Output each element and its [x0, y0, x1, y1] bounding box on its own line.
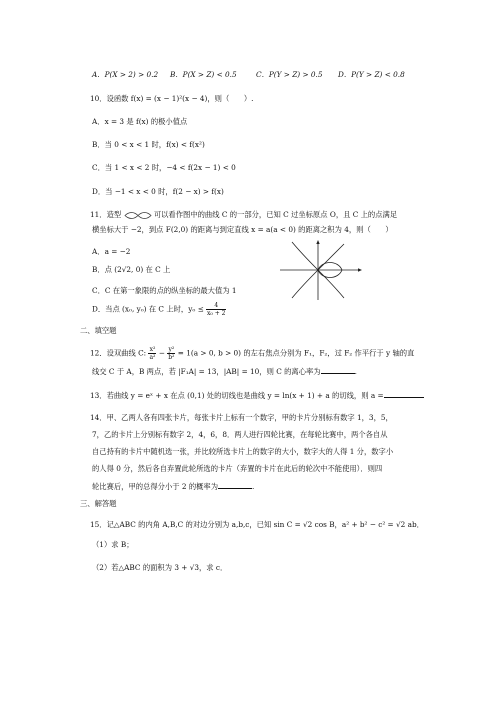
- q13-text: 13．若曲线 y = eˣ + x 在点 (0,1) 处的切线也是曲线 y = ln(x + 1) + a 的切线，则 a =: [90, 391, 384, 400]
- q15-stem: 15．记△ABC 的内角 A,B,C 的对边分别为 a,b,c，已知 sin C = √2 cos B，a² + b² − c² = √2 ab．: [90, 520, 424, 529]
- q10-option-d: D．当 −1 < x < 0 时，f(2 − x) > f(x): [92, 187, 224, 196]
- q12-line2-text: 线交 C 于 A，B 两点，若 |F₁A| = 13，|AB| = 10，则 C 的离心率为: [92, 367, 321, 376]
- q11-option-d: [92, 302, 226, 317]
- q12-fraction-y: [167, 346, 175, 361]
- q14-line3: 自己持有的卡片中随机选一张，并比较所选卡片上的数字的大小，数字大的人得 1 分，数字小: [92, 447, 394, 456]
- q12-line2-end: .: [354, 367, 357, 376]
- q12-minus: −: [156, 348, 168, 358]
- q10-option-c: C．当 1 < x < 2 时，−4 < f(2x − 1) < 0: [92, 163, 236, 172]
- curve-c-figure: [278, 240, 362, 302]
- q12-prefix: 12．设双曲线 C:: [90, 348, 147, 358]
- q10-option-b: B．当 0 < x < 1 时，f(x) < f(x²): [92, 140, 205, 149]
- q13-line: [90, 389, 424, 401]
- q15-part1: （1）求 B；: [92, 540, 134, 549]
- q15-part2: （2）若△ABC 的面积为 3 + √3，求 c．: [92, 563, 228, 572]
- q14-line1: 14．甲、乙两人各有四张卡片，每张卡片上标有一个数字，甲的卡片分别标有数字 1，3，5，: [90, 413, 393, 422]
- q9-option-b: B．P(X > Z) < 0.5: [170, 70, 237, 79]
- q11-stem-line1: [90, 209, 397, 220]
- y-axis-arrow-icon: [316, 240, 319, 244]
- q9-option-a: A．P(X > 2) > 0.2: [92, 70, 159, 79]
- q11-option-c: C．C 在第一象限的点的纵坐标的最大值为 1: [92, 286, 237, 295]
- q12-line2: [92, 365, 357, 377]
- q11-option-a: A．a = −2: [92, 247, 131, 256]
- q9-option-c: C．P(Y > Z) > 0.5: [256, 70, 323, 79]
- section-answer-heading: 三、解答题: [80, 499, 117, 508]
- q11-stem-line2: 横坐标大于 −2，到点 F(2,0) 的距离与到定直线 x = a(a < 0) 的距离之积为 4，则（ ）: [92, 225, 393, 234]
- q11-stem-prefix: 11．造型: [90, 210, 122, 219]
- q11-option-d-fraction: [206, 302, 226, 317]
- q12-line1: [90, 346, 414, 361]
- answer-blank[interactable]: [321, 365, 355, 374]
- fraction-denominator: b²: [168, 354, 175, 361]
- q12-suffix: = 1(a > 0, b > 0) 的左右焦点分别为 F₁，F₂，过 F₂ 作平行于 y 轴的直: [177, 348, 415, 358]
- q14-line5-end: .: [252, 482, 255, 491]
- q9-option-d: D．P(Y > Z) < 0.8: [338, 70, 405, 79]
- fraction-denominator: a²: [149, 354, 156, 361]
- fraction-numerator: 4: [206, 302, 226, 310]
- fraction-denominator: x₀ + 2: [207, 310, 226, 317]
- q11-option-b: B．点 (2√2, 0) 在 C 上: [92, 265, 171, 274]
- section-fill-in-heading: 二、填空题: [80, 326, 117, 335]
- lemniscate-icon: [124, 211, 152, 220]
- fraction-numerator: y²: [168, 346, 175, 353]
- q10-option-a: A．x = 3 是 f(x) 的极小值点: [92, 117, 188, 126]
- fraction-numerator: x²: [149, 346, 156, 353]
- answer-blank[interactable]: [384, 389, 424, 398]
- q14-line2: 7，乙的卡片上分别标有数字 2，4，6，8．两人进行四轮比赛，在每轮比赛中，两个各自从: [92, 430, 388, 439]
- answer-blank[interactable]: [218, 480, 255, 491]
- q10-stem: 10．设函数 f(x) = (x − 1)²(x − 4)，则（ ）.: [90, 94, 254, 103]
- q11-option-d-text: D．当点 (x₀, y₀) 在 C 上时，y₀ ≤: [92, 304, 204, 314]
- q14-line5-text: 轮比赛后，甲的总得分小于 2 的概率为: [92, 482, 219, 491]
- q11-stem-suffix: 可以看作图中的曲线 C 的一部分，已知 C 过坐标原点 O，且 C 上的点满足: [153, 210, 398, 219]
- q14-line4: 的人得 0 分，然后各自弃置此轮所选的卡片（弃置的卡片在此后的轮次中不能使用）．则四: [92, 464, 383, 473]
- q14-line5: [92, 480, 254, 492]
- x-axis-arrow-icon: [358, 268, 362, 271]
